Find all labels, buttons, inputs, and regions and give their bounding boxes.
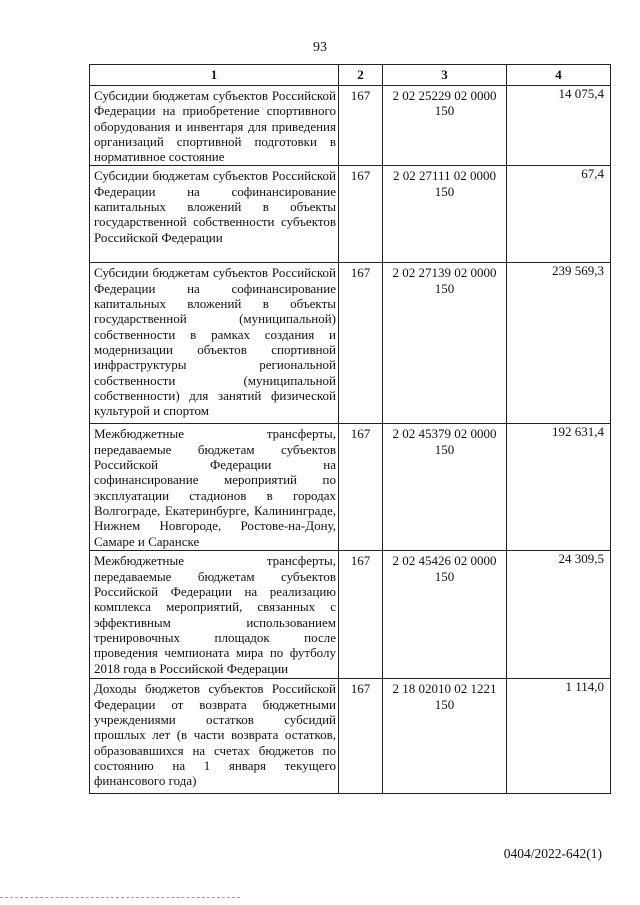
page-number: 93: [313, 40, 327, 55]
row-admin-code: 167: [339, 86, 383, 166]
row-amount: 24 309,5: [507, 551, 611, 679]
budget-revenue-table: [89, 64, 611, 794]
row-budget-code: 2 02 45426 02 0000 150: [383, 551, 507, 679]
row-amount: 14 075,4: [507, 86, 611, 166]
document-number: 0404/2022-642(1): [503, 846, 602, 861]
column-header-description: 1: [90, 65, 339, 86]
row-description: Субсидии бюджетам субъектов Российской Федерации на приобретение спортивного оборудования и инвентаря для приведения организаций спортивной подготовки в нормативное состояние: [90, 86, 339, 166]
row-budget-code: 2 02 27111 02 0000 150: [383, 166, 507, 263]
column-header-admin-code: 2: [339, 65, 383, 86]
row-admin-code: 167: [339, 166, 383, 263]
row-budget-code: 2 02 27139 02 0000 150: [383, 263, 507, 424]
row-admin-code: 167: [339, 679, 383, 794]
row-description: Субсидии бюджетам субъектов Российской Федерации на софинансирование капитальных вложений в объекты государственной собственности субъектов Российской Федерации: [90, 166, 339, 263]
row-amount: 1 114,0: [507, 679, 611, 794]
row-description: Межбюджетные трансферты, передаваемые бюджетам субъектов Российской Федерации на софинансирование мероприятий по эксплуатации стадионов в городах Волгограде, Екатеринбурге, Калининграде, Нижнем Новгороде, Ростове-на-Дону, Самаре и Саранске: [90, 424, 339, 551]
row-admin-code: 167: [339, 424, 383, 551]
table-row: [90, 166, 611, 263]
table-row: [90, 551, 611, 679]
column-header-amount: 4: [507, 65, 611, 86]
scan-artifact-line: [0, 897, 240, 899]
table-row: [90, 263, 611, 424]
table-row: [90, 679, 611, 794]
row-description: Межбюджетные трансферты, передаваемые бюджетам субъектов Российской Федерации на реализацию комплекса мероприятий, связанных с эффективным использованием тренировочных площадок после проведения чемпионата мира по футболу 2018 года в Российской Федерации: [90, 551, 339, 679]
row-amount: 239 569,3: [507, 263, 611, 424]
row-budget-code: 2 18 02010 02 1221 150: [383, 679, 507, 794]
row-amount: 192 631,4: [507, 424, 611, 551]
row-admin-code: 167: [339, 551, 383, 679]
row-budget-code: 2 02 45379 02 0000 150: [383, 424, 507, 551]
row-description: Доходы бюджетов субъектов Российской Федерации от возврата бюджетными учреждениями остатков субсидий прошлых лет (в части возврата остатков, образовавшихся на счетах бюджетов по состоянию на 1 января текущего финансового года): [90, 679, 339, 794]
table-row: [90, 86, 611, 166]
row-description: Субсидии бюджетам субъектов Российской Федерации на софинансирование капитальных вложений в объекты государственной (муниципальной) собственности в рамках создания и модернизации объектов спортивной инфраструктуры региональной собственности (муниципальной собственности) для занятий физической культурой и спортом: [90, 263, 339, 424]
column-header-budget-code: 3: [383, 65, 507, 86]
table-row: [90, 424, 611, 551]
table-header-row: [90, 65, 611, 86]
row-budget-code: 2 02 25229 02 0000 150: [383, 86, 507, 166]
row-admin-code: 167: [339, 263, 383, 424]
row-amount: 67,4: [507, 166, 611, 263]
